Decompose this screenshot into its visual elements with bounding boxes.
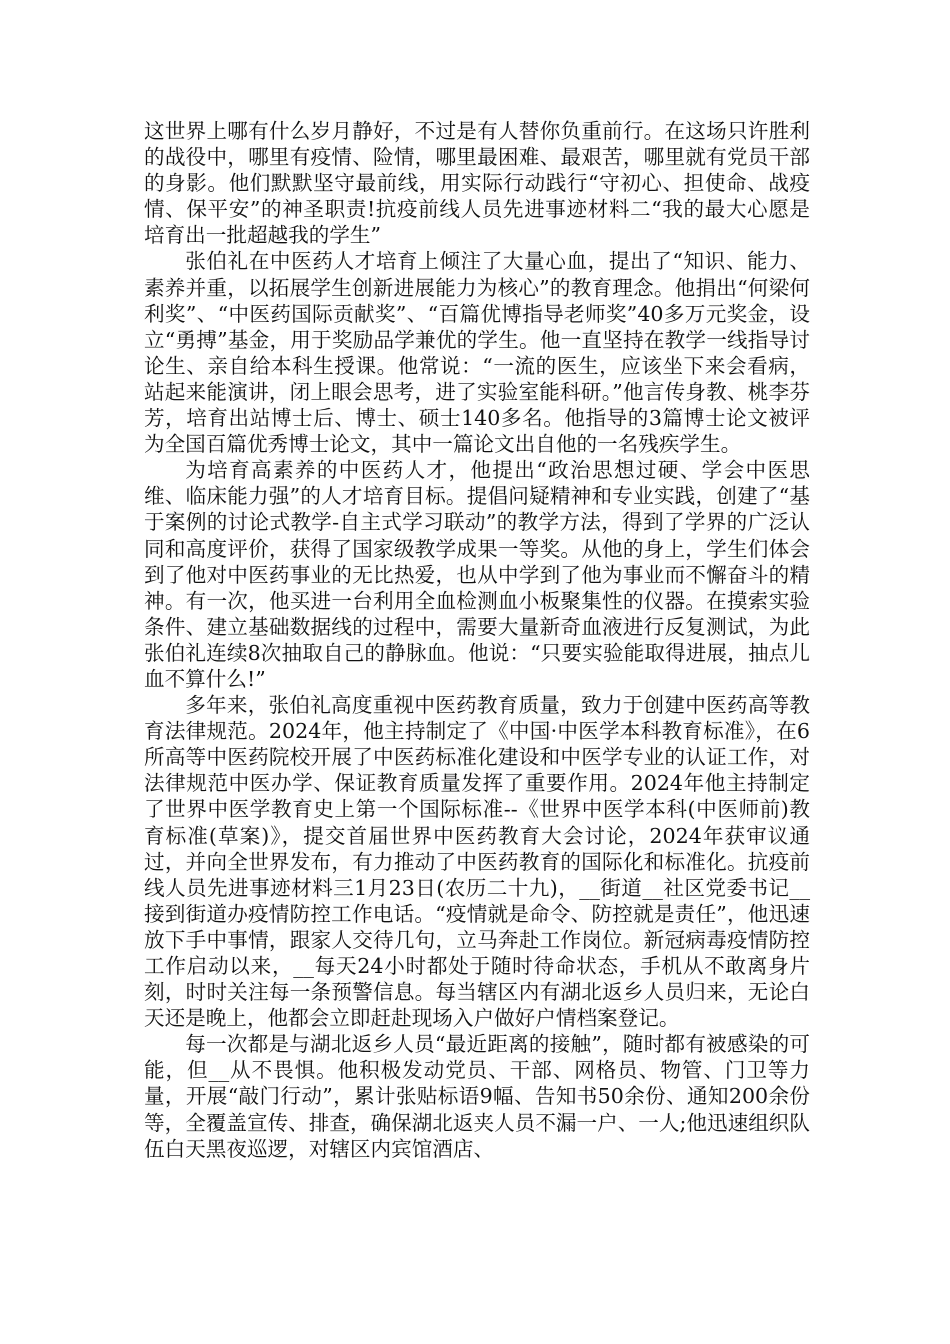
paragraph-5: 每一次都是与湖北返乡人员“最近距离的接触”，随时都有被感染的可能，但__从不畏惧。他积极发动党员、干部、网格员、物管、门卫等力量，开展“敲门行动”，累计张贴标语9幅、告知书50余份、通知200余份等，全覆盖宣传、排查，确保湖北返夹人员不漏一户、一人;他迅速组织队伍白天黑夜巡逻，对辖区内宾馆酒店、	[144, 1032, 810, 1161]
paragraph-2: 张伯礼在中医药人才培育上倾注了大量心血，提出了“知识、能力、素养并重，以拓展学生创新进展能力为核心”的教育理念。他捐出“何梁何利奖”、“中医药国际贡献奖”、“百篇优博指导老师奖”40多万元奖金，设立“勇搏”基金，用于奖励品学兼优的学生。他一直坚持在教学一线指导讨论生、亲自给本科生授课。他常说：“一流的医生，应该坐下来会看病，站起来能演讲，闭上眼会思考，进了实验室能科研。”他言传身教、桃李芬芳，培育出站博士后、博士、硕士140多名。他指导的3篇博士论文被评为全国百篇优秀博士论文，其中一篇论文出自他的一名残疾学生。	[144, 249, 810, 457]
paragraph-3: 为培育高素养的中医药人才，他提出“政治思想过硬、学会中医思维、临床能力强”的人才培育目标。提倡问疑精神和专业实践，创建了“基于案例的讨论式教学-自主式学习联动”的教学方法，得到了学界的广泛认同和高度评价，获得了国家级教学成果一等奖。从他的身上，学生们体会到了他对中医药事业的无比热爱，也从中学到了他为事业而不懈奋斗的精神。有一次，他买进一台利用全血检测血小板聚集性的仪器。在摸索实验条件、建立基础数据线的过程中，需要大量新奇血液进行反复测试，为此张伯礼连续8次抽取自己的静脉血。他说：“只要实验能取得进展，抽点儿血不算什么!”	[144, 458, 810, 691]
document-body	[144, 118, 810, 1162]
paragraph-1: 这世界上哪有什么岁月静好，不过是有人替你负重前行。在这场只许胜利的战役中，哪里有疫情、险情，哪里最困难、最艰苦，哪里就有党员干部的身影。他们默默坚守最前线，用实际行动践行“守初心、担使命、战疫情、保平安”的神圣职责!抗疫前线人员先进事迹材料二“我的最大心愿是培育出一批超越我的学生”	[144, 119, 810, 248]
paragraph-4: 多年来，张伯礼高度重视中医药教育质量，致力于创建中医药高等教育法律规范。2024年，他主持制定了《中国·中医学本科教育标准》，在6所高等中医药院校开展了中医药标准化建设和中医学专业的认证工作，对法律规范中医办学、保证教育质量发挥了重要作用。2024年他主持制定了世界中医学教育史上第一个国际标准--《世界中医学本科(中医师前)教育标准(草案)》，提交首届世界中医药教育大会讨论，2024年获审议通过，并向全世界发布，有力推动了中医药教育的国际化和标准化。抗疫前线人员先进事迹材料三1月23日(农历二十九)，__街道__社区党委书记__接到街道办疫情防控工作电话。“疫情就是命令、防控就是责任”，他迅速放下手中事情，跟家人交待几句，立马奔赴工作岗位。新冠病毒疫情防控工作启动以来，__每天24小时都处于随时待命状态，手机从不敢离身片刻，时时关注每一条预警信息。每当辖区内有湖北返乡人员归来，无论白天还是晚上，他都会立即赶赴现场入户做好户情档案登记。	[144, 693, 810, 1031]
